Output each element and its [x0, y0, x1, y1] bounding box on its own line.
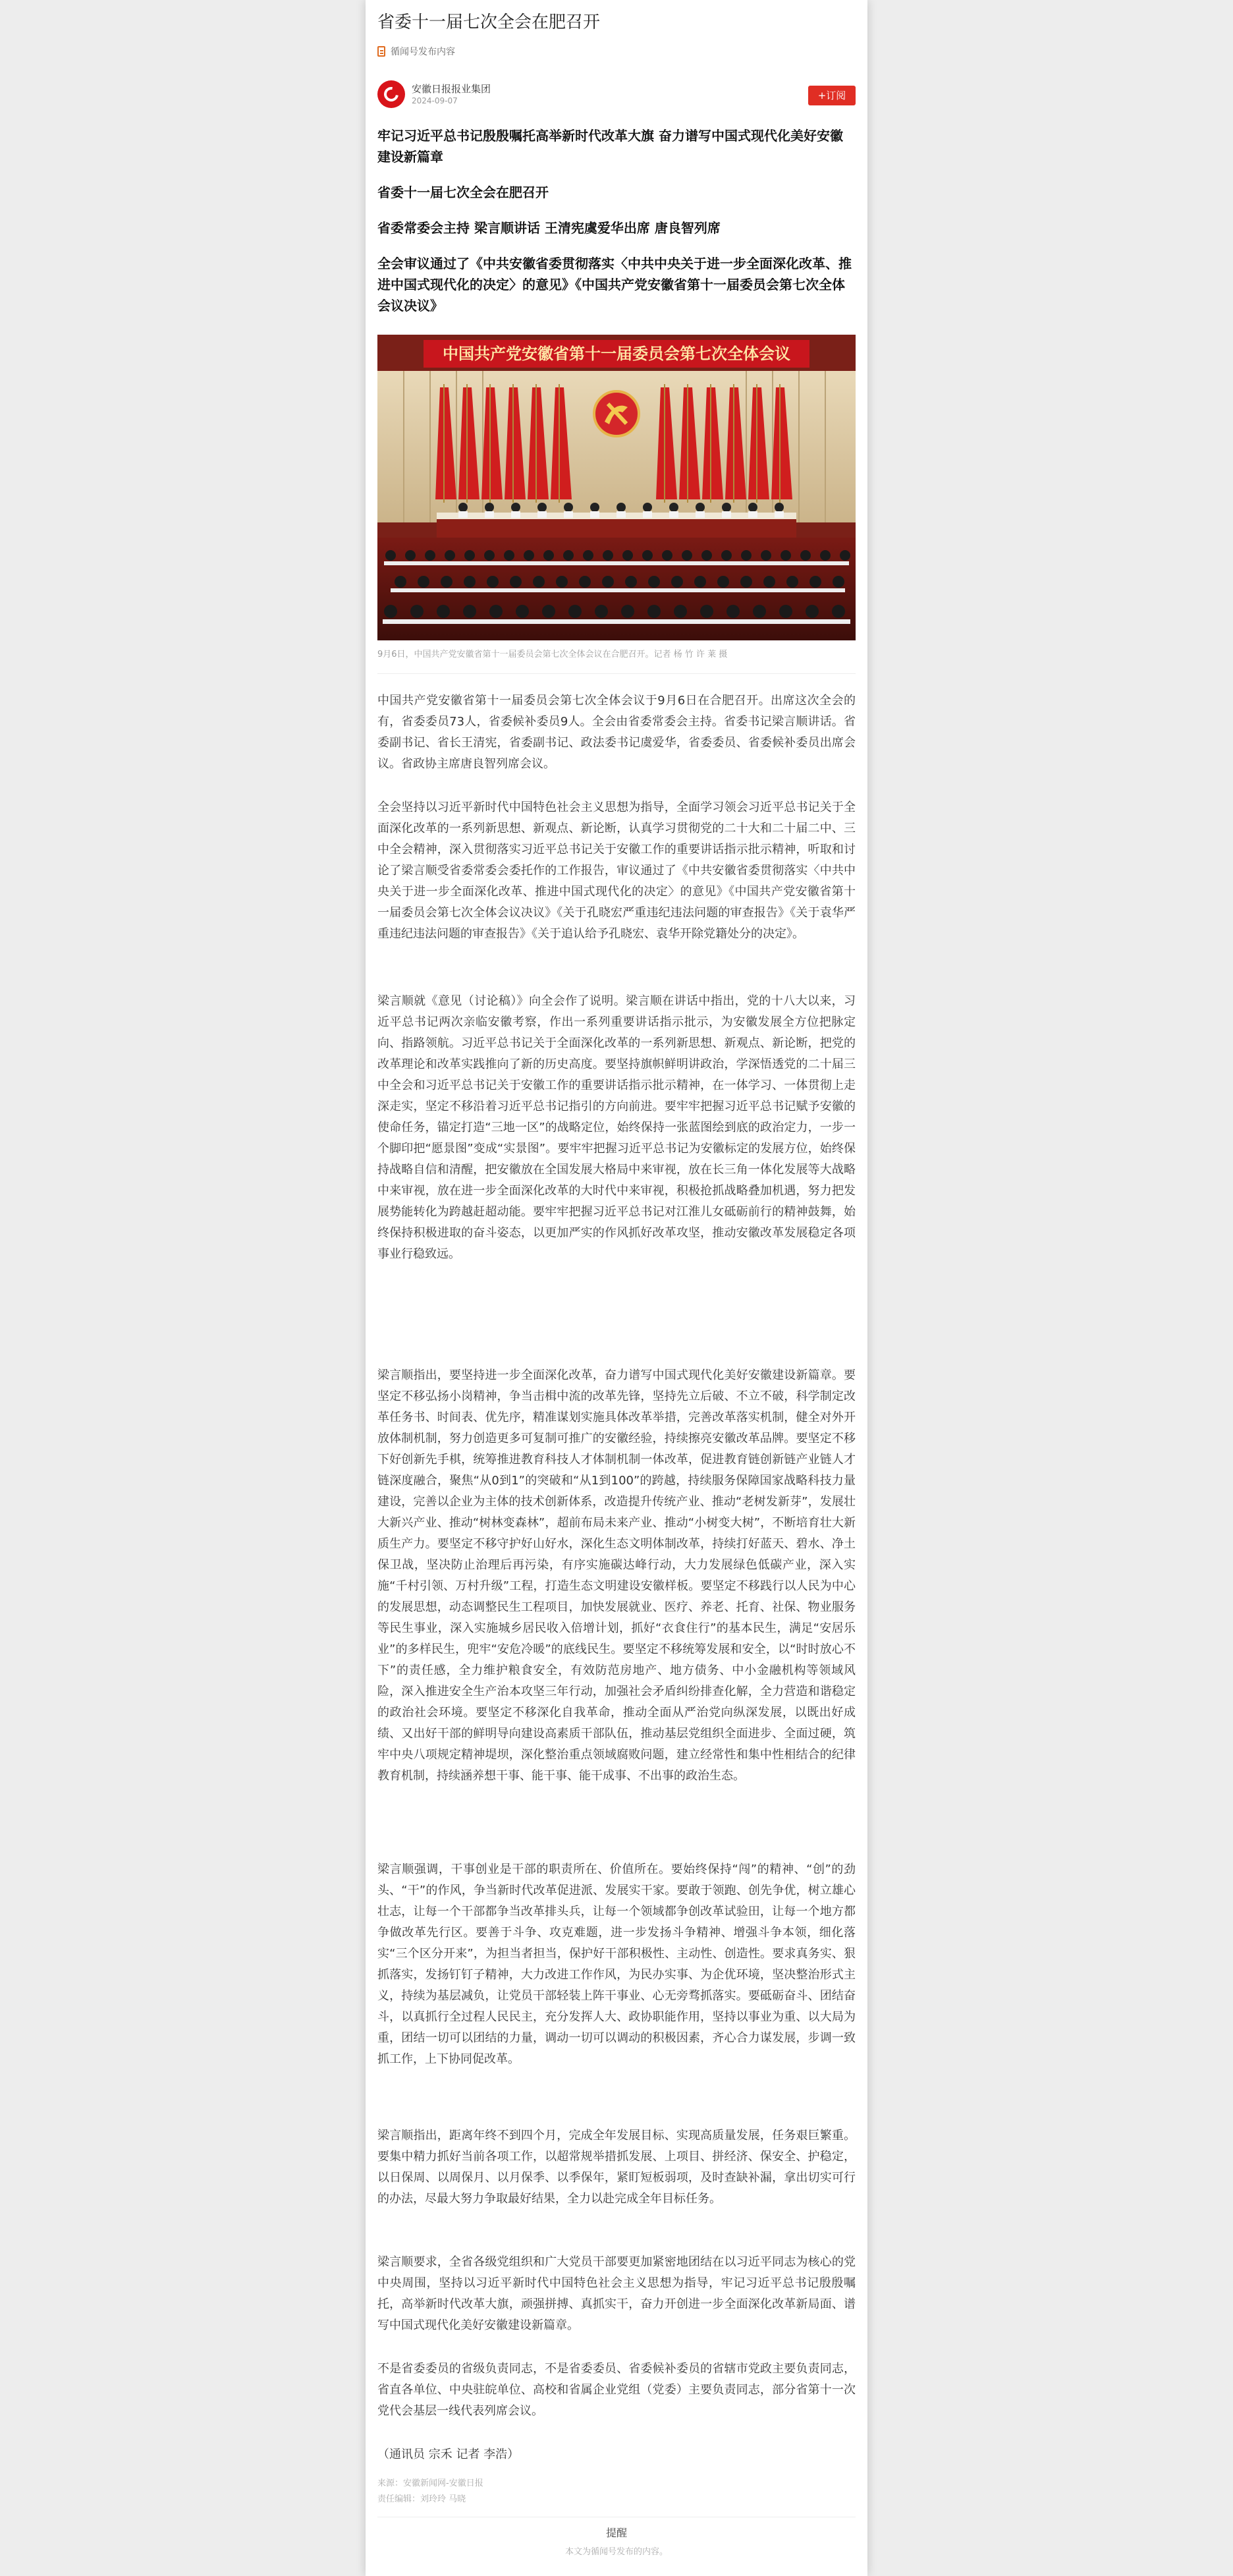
document-icon — [377, 46, 385, 57]
author-row — [377, 78, 856, 111]
paragraph-6: 梁言顺指出，距离年终不到四个月，完成全年发展目标、实现高质量发展，任务艰巨繁重。要集中精力抓好当前各项工作，以超常规举措抓发展、上项目、拼经济、保安全、护稳定，以日保周、以周保月、以月保季、以季保年，紧盯短板弱项，及时查缺补漏，拿出切实可行的办法，尽最大努力争取最好结果，全力以赴完成全年目标任务。 — [377, 2129, 856, 2206]
headline-4: 全会审议通过了《中共安徽省委贯彻落实〈中共中央关于进一步全面深化改革、推进中国式现代化的决定〉的意见》《中国共产党安徽省第十一届委员会第七次全体会议决议》 — [377, 256, 852, 314]
meeting-photo-illustration — [377, 335, 856, 640]
publish-date: 2024-09-07 — [412, 96, 458, 105]
footer-text: 本文为循闻号发布的内容。 — [564, 2547, 668, 2557]
footer-title: 提醒 — [605, 2527, 627, 2539]
paragraph-5: 梁言顺强调，干事创业是干部的职责所在、价值所在。要始终保持“闯”的精神、“创”的劲头、“干”的作风，争当新时代改革促进派、发展实干家。要敢于领跑、创先争优，树立雄心壮志，让每一个干部都争当改革排头兵，让每一个领域都争创改革试验田，让每一个地方都争做改革先行区。要善于斗争、攻克难题，进一步发扬斗争精神、增强斗争本领，细化落实“三个区分开来”，为担当者担当，保护好干部积极性、主动性、创造性。要求真务实、狠抓落实，发扬钉钉子精神，大力改进工作作风，为民办实事、为企优环境，坚决整治形式主义，持续为基层减负，让党员干部轻装上阵干事业、心无旁骛抓落实。要砥砺奋斗、团结奋斗，以真抓行全过程人民民主，充分发挥人大、政协职能作用，坚持以事业为重、以大局为重，团结一切可以团结的力量，调动一切可以调动的积极因素，齐心合力谋发展，步调一致抓工作，上下协同促改革。 — [377, 1862, 856, 2066]
article-page — [366, 0, 867, 2576]
paragraph-4: 梁言顺指出，要坚持进一步全面深化改革，奋力谱写中国式现代化美好安徽建设新篇章。要坚定不移弘扬小岗精神，争当击楫中流的改革先锋，坚持先立后破、不立不破，科学制定改革任务书、时间表、优先序，精准谋划实施具体改革举措，完善改革落实机制，健全对外开放体制机制，努力创造更多可复制可推广的安徽经验，持续擦亮安徽改革品牌。要坚定不移下好创新先手棋，统筹推进教育科技人才体制机制一体改革，促进教育链创新链产业链人才链深度融合，聚焦“从0到1”的突破和“从1到100”的跨越，持续服务保障国家战略科技力量建设，完善以企业为主体的技术创新体系，改造提升传统产业、推动“老树发新芽”，发展壮大新兴产业、推动“树林变森林”，超前布局未来产业、推动“小树变大树”，不断培育壮大新质生产力。要坚定不移守护好山好水，深化生态文明体制改革，持续打好蓝天、碧水、净土保卫战，坚决防止治理后再污染，有序实施碳达峰行动，大力发展绿色低碳产业，深入实施“千村引领、万村升级”工程，打造生态文明建设安徽样板。要坚定不移践行以人民为中心的发展思想，动态调整民生工程项目，加快发展就业、医疗、养老、托育、社保、物业服务等民生事业，深入实施城乡居民收入倍增计划，抓好“衣食住行”的基本民生，满足“安居乐业”的多样民生，兜牢“安危冷暖”的底线民生。要坚定不移统筹发展和安全，以“时时放心不下”的责任感，全力维护粮食安全，有效防范房地产、地方债务、中小金融机构等领域风险，深入推进安全生产治本攻坚三年行动，加强社会矛盾纠纷排查化解，全力营造和谐稳定的政治社会环境。要坚定不移深化自我革命，推动全面从严治党向纵深发展，以既出好成绩、又出好干部的鲜明导向建设高素质干部队伍，推动基层党组织全面进步、全面过硬，筑牢中央八项规定精神堤坝，深化整治重点领域腐败问题，建立经常性和集中性相结合的纪律教育机制，持续涵养想干事、能干事、能干成事、不出事的政治生态。 — [377, 1368, 856, 1783]
article-title: 省委十一届七次全会在肥召开 — [377, 13, 601, 32]
headline-3: 省委常委会主持 梁言顺讲话 王清宪虞爱华出席 唐良智列席 — [377, 220, 721, 236]
publisher-note — [377, 43, 455, 59]
headline-1: 牢记习近平总书记殷殷嘱托高举新时代改革大旗 奋力谱写中国式现代化美好安徽建设新篇章 — [377, 128, 843, 165]
byline: （通讯员 宗禾 记者 李浩） — [377, 2448, 520, 2461]
photo-banner: 中国共产党安徽省第十一届委员会第七次全体会议 — [443, 345, 790, 363]
publisher-note-label: 循闻号发布内容 — [391, 47, 455, 57]
paragraph-3: 梁言顺就《意见（讨论稿）》向全会作了说明。梁言顺在讲话中指出，党的十八大以来，习近平总书记两次亲临安徽考察，作出一系列重要讲话指示批示，为安徽发展全方位把脉定向、指路领航。习近平总书记关于全面深化改革的一系列新思想、新观点、新论断，把党的改革理论和改革实践推向了新的历史高度。要坚持旗帜鲜明讲政治，学深悟透党的二十届三中全会和习近平总书记关于安徽工作的重要讲话指示批示精神，在一体学习、一体贯彻上走深走实，坚定不移沿着习近平总书记指引的方向前进。要牢牢把握习近平总书记赋予安徽的使命任务，锚定打造“三地一区”的战略定位，始终保持一张蓝图绘到底的政治定力，一步一个脚印把“愿景图”变成“实景图”。要牢牢把握习近平总书记为安徽标定的发展方位，始终保持战略自信和清醒，把安徽放在全国发展大格局中来审视，放在长三角一体化发展等大战略中来审视，放在进一步全面深化改革的大时代中来审视，积极抢抓战略叠加机遇，努力把发展势能转化为跨越赶超动能。要牢牢把握习近平总书记对江淮儿女砥砺前行的精神鼓舞，始终保持积极进取的奋斗姿态，以更加严实的作风抓好改革攻坚，推动安徽改革发展稳定各项事业行稳致远。 — [377, 994, 856, 1261]
source-line: 来源：安徽新闻网-安徽日报 — [377, 2478, 483, 2488]
paragraph-7: 梁言顺要求，全省各级党组织和广大党员干部要更加紧密地团结在以习近平同志为核心的党中央周围，坚持以习近平新时代中国特色社会主义思想为指导，牢记习近平总书记殷殷嘱托，高举新时代改革大旗，顽强拼搏、真抓实干，奋力开创进一步全面深化改革新局面、谱写中国式现代化美好安徽建设新篇章。 — [377, 2255, 856, 2332]
author-name[interactable]: 安徽日报报业集团 — [412, 83, 491, 95]
editor-line: 责任编辑：刘玲玲 马晓 — [377, 2494, 466, 2504]
photo-caption: 9月6日，中国共产党安徽省第十一届委员会第七次全体会议在合肥召开。记者 杨 竹 许 莱 摄 — [377, 650, 728, 659]
paragraph-1: 中国共产党安徽省第十一届委员会第七次全体会议于9月6日在合肥召开。出席这次全会的有，省委委员73人，省委候补委员9人。全会由省委常委会主持。省委书记梁言顺讲话。省委副书记、省长王清宪，省委副书记、政法委书记虞爱华，省委委员、省委候补委员出席会议。省政协主席唐良智列席会议。 — [377, 694, 856, 771]
meeting-photo — [377, 335, 856, 640]
subscribe-button[interactable]: +订阅 — [808, 86, 856, 105]
divider — [377, 673, 856, 674]
anhui-daily-logo-icon[interactable] — [377, 80, 405, 108]
paragraph-2: 全会坚持以习近平新时代中国特色社会主义思想为指导，全面学习领会习近平总书记关于全面深化改革的一系列新思想、新观点、新论断，认真学习贯彻党的二十大和二十届二中、三中全会精神，深入贯彻落实习近平总书记关于安徽工作的重要讲话指示批示精神，听取和讨论了梁言顺受省委常委会委托作的工作报告，审议通过了《中共安徽省委贯彻落实〈中共中央关于进一步全面深化改革、推进中国式现代化的决定〉的意见》《中国共产党安徽省第十一届委员会第七次全体会议决议》《关于孔晓宏严重违纪违法问题的审查报告》《关于袁华严重违纪违法问题的审查报告》《关于追认给予孔晓宏、袁华开除党籍处分的决定》。 — [377, 800, 856, 941]
paragraph-8: 不是省委委员的省级负责同志，不是省委委员、省委候补委员的省辖市党政主要负责同志，省直各单位、中央驻皖单位、高校和省属企业党组（党委）主要负责同志，部分省第十一次党代会基层一线代表列席会议。 — [377, 2362, 856, 2418]
headline-2: 省委十一届七次全会在肥召开 — [377, 184, 549, 200]
